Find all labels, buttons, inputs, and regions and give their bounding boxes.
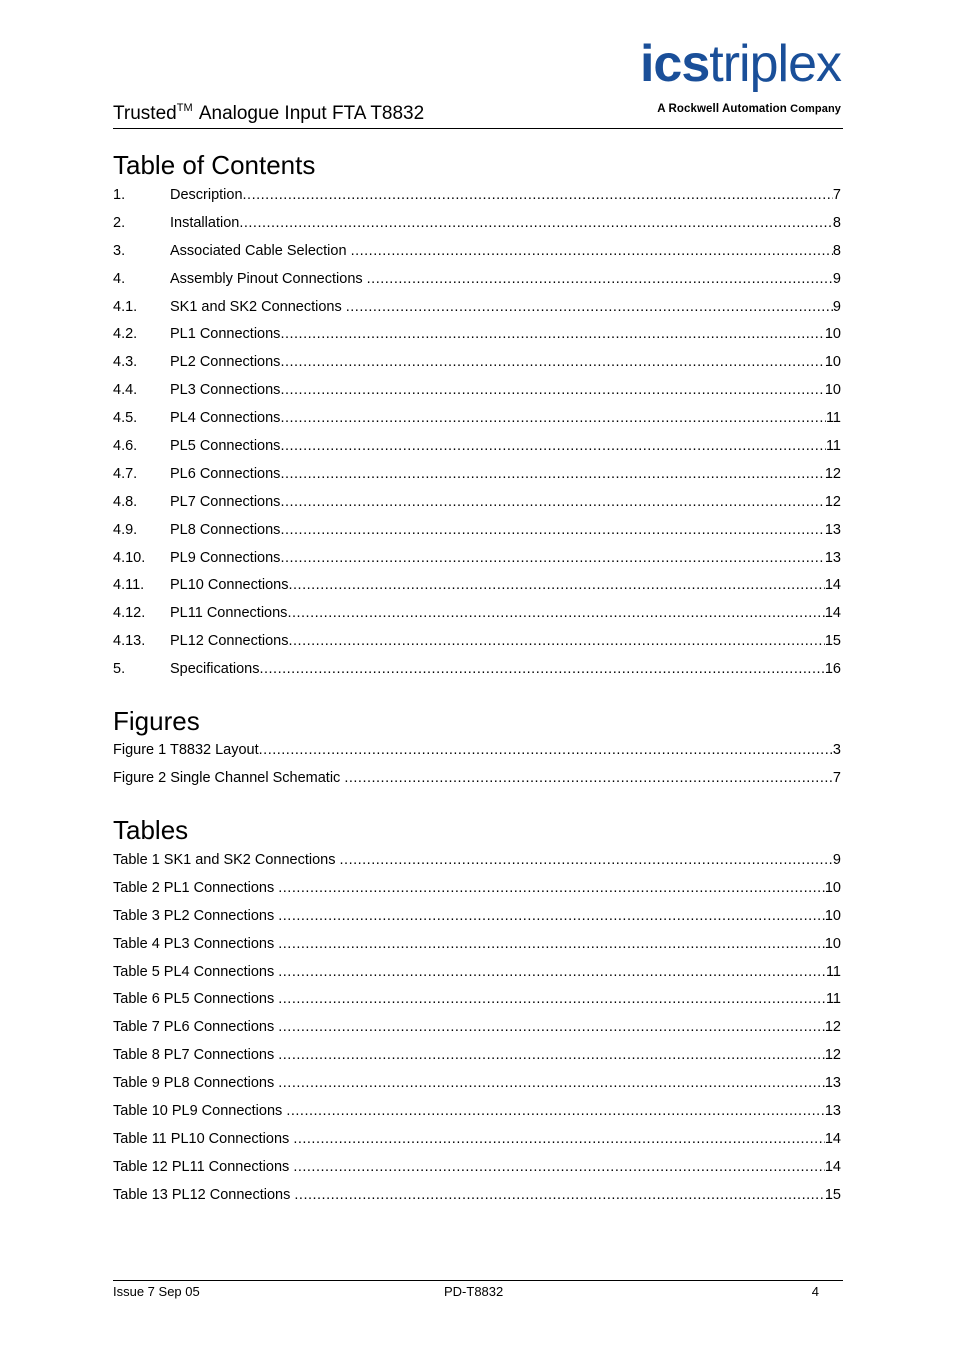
toc-entry-page: 10 [824,354,841,371]
toc-dot-leader [344,770,833,786]
toc-entry[interactable] [113,633,841,661]
toc-entry-title: PL8 Connections [170,521,281,538]
toc-dot-leader [289,633,825,649]
toc-dot-leader [280,550,824,566]
toc-entry-title: PL12 Connections [170,633,289,650]
toc-entry-title: Table 13 PL12 Connections [113,1186,295,1203]
ics-triplex-logo [611,35,843,120]
toc-entry-number: 4.1. [113,298,138,315]
toc-entry-page: 13 [824,1075,841,1092]
toc-entry-number: 4.7. [113,465,138,482]
logo-tagline-main: A Rockwell Automation [657,103,787,115]
toc-entry-page: 10 [824,382,841,399]
toc-entry-number: 4.12. [113,605,146,622]
toc-entry-title: Table 6 PL5 Connections [113,991,279,1008]
toc-entry-page: 8 [832,214,841,231]
page-header [113,35,843,129]
toc-dot-leader [278,991,826,1007]
toc-entry[interactable] [113,1159,841,1187]
toc-entry-title: Table 12 PL11 Connections [113,1158,294,1175]
toc-entry-page: 11 [825,410,841,427]
toc-entry-page: 12 [824,1019,841,1036]
toc-entry[interactable] [113,908,841,936]
toc-entry-page: 10 [824,879,841,896]
toc-entry-title: Table 2 PL1 Connections [113,879,279,896]
toc-entry-page: 15 [824,633,841,650]
logo-wordmark [640,34,841,94]
toc-entry-title: PL2 Connections [170,354,281,371]
toc-entry[interactable] [113,1019,841,1047]
toc-entry-title: PL5 Connections [170,438,281,455]
footer-doc-id: PD-T8832 [444,1284,504,1299]
toc-entry-page: 15 [824,1186,841,1203]
toc-entry-page: 8 [832,242,841,259]
toc-dot-leader [280,382,824,398]
toc-entry[interactable] [113,271,841,299]
toc-entry-title: Table 7 PL6 Connections [113,1019,279,1036]
toc-entry-title: Table 9 PL8 Connections [113,1075,279,1092]
toc-entry[interactable] [113,522,841,550]
toc-entry-number: 4.8. [113,493,138,510]
toc-entry-page: 14 [824,1130,841,1147]
toc-entry-title: PL4 Connections [170,410,281,427]
toc-entry-number: 4. [113,270,126,287]
toc-entry-page: 13 [824,521,841,538]
toc-entry-page: 14 [824,605,841,622]
toc-dot-leader [280,522,824,538]
toc-entry-page: 11 [825,991,841,1008]
toc-entry-number: 4.11. [113,577,145,594]
toc-dot-leader [278,880,825,896]
toc-dot-leader [346,299,833,315]
toc-entry[interactable] [113,991,841,1019]
logo-tagline-company: Company [790,103,841,115]
toc-entry[interactable] [113,964,841,992]
toc-entry-number: 4.2. [113,326,138,343]
toc-dot-leader [293,1131,825,1147]
toc-entry-page: 11 [825,963,841,980]
toc-entry-page: 16 [824,661,841,678]
toc-entry[interactable] [113,410,841,438]
tables-list [113,852,841,1215]
toc-entry-page: 14 [824,577,841,594]
toc-dot-leader [280,438,826,454]
toc-entry[interactable] [113,550,841,578]
toc-entry-title: Assembly Pinout Connections [170,270,367,287]
toc-entry-title: Figure 1 T8832 Layout [113,742,259,758]
toc-entry-title: Table 4 PL3 Connections [113,935,279,952]
toc-dot-leader [286,1103,825,1119]
toc-entry-page: 13 [824,549,841,566]
toc-entry[interactable] [113,770,841,798]
toc-entry-page: 3 [832,742,841,758]
toc-entry-page: 9 [832,270,841,287]
document-title [113,102,424,125]
toc-entry[interactable] [113,577,841,605]
toc-entry-page: 12 [824,493,841,510]
toc-entry-title: Table 3 PL2 Connections [113,907,279,924]
toc-entry-number: 5. [113,661,126,678]
toc-entry-title: PL10 Connections [170,577,289,594]
title-suffix: Analogue Input FTA T8832 [194,103,425,124]
toc-entry-title: PL1 Connections [170,326,281,343]
toc-dot-leader [289,577,825,593]
toc-entry[interactable] [113,494,841,522]
toc-dot-leader [367,271,833,287]
toc-dot-leader [278,908,825,924]
contents-list [113,187,841,689]
toc-dot-leader [259,742,833,758]
toc-dot-leader [278,964,826,980]
toc-entry[interactable] [113,1131,841,1159]
toc-entry-page: 10 [824,326,841,343]
toc-entry-page: 9 [832,298,841,315]
toc-entry-title: Table 8 PL7 Connections [113,1047,279,1064]
logo-bold-text: ics [639,35,710,93]
toc-entry[interactable] [113,1187,841,1215]
toc-dot-leader [280,410,826,426]
toc-dot-leader [294,1187,824,1203]
toc-dot-leader [280,354,824,370]
contents-heading: Table of Contents [113,150,316,180]
toc-entry-title: Figure 2 Single Channel Schematic [113,769,345,786]
figures-heading: Figures [113,706,200,736]
toc-dot-leader [280,326,824,342]
toc-entry-number: 4.10. [113,549,146,566]
toc-dot-leader [278,1019,825,1035]
toc-entry[interactable] [113,299,841,327]
toc-entry-number: 2. [113,214,126,231]
toc-entry-page: 14 [824,1158,841,1175]
toc-entry[interactable] [113,382,841,410]
toc-dot-leader [351,243,833,259]
footer-issue: Issue 7 Sep 05 [113,1284,200,1299]
toc-entry[interactable] [113,661,841,689]
toc-entry-number: 4.9. [113,521,138,538]
logo-tagline [657,103,841,115]
toc-entry[interactable] [113,936,841,964]
toc-entry[interactable] [113,354,841,382]
toc-entry-number: 4.3. [113,354,138,371]
logo-light-text: triplex [709,35,841,93]
toc-entry[interactable] [113,215,841,243]
toc-entry-page: 11 [825,438,841,455]
toc-dot-leader [278,1075,825,1091]
toc-entry-page: 7 [832,769,841,786]
toc-entry[interactable] [113,742,841,770]
toc-dot-leader [287,605,824,621]
toc-entry[interactable] [113,880,841,908]
toc-entry[interactable] [113,466,841,494]
toc-entry[interactable] [113,326,841,354]
toc-entry[interactable] [113,438,841,466]
toc-entry-number: 4.5. [113,410,138,427]
toc-dot-leader [280,466,824,482]
trademark-mark: TM [176,102,193,114]
toc-entry-number: 3. [113,242,126,259]
toc-dot-leader [340,852,833,868]
page-footer [113,1280,843,1299]
toc-entry-title: Table 10 PL9 Connections [113,1103,287,1120]
toc-entry[interactable] [113,1103,841,1131]
toc-entry-page: 12 [824,465,841,482]
toc-entry-page: 9 [832,852,841,868]
toc-entry-page: 10 [824,907,841,924]
toc-dot-leader [259,661,824,677]
toc-entry[interactable] [113,852,841,880]
toc-dot-leader [243,187,833,203]
toc-entry-number: 4.13. [113,633,146,650]
toc-entry-title: Installation [170,214,240,231]
toc-entry-title: PL3 Connections [170,382,281,399]
tables-heading: Tables [113,815,189,845]
toc-entry-title: PL7 Connections [170,493,281,510]
toc-entry-title: PL6 Connections [170,465,281,482]
toc-entry[interactable] [113,187,841,215]
toc-entry-number: 4.6. [113,438,138,455]
toc-entry-page: 12 [824,1047,841,1064]
toc-dot-leader [278,936,825,952]
toc-entry[interactable] [113,1047,841,1075]
toc-entry-title: Table 5 PL4 Connections [113,963,279,980]
toc-entry-page: 10 [824,935,841,952]
toc-entry-title: PL9 Connections [170,549,281,566]
figures-list [113,742,841,798]
toc-entry-page: 13 [824,1103,841,1120]
toc-entry[interactable] [113,243,841,271]
toc-entry-number: 4.4. [113,382,138,399]
toc-entry-title: Specifications [170,661,260,678]
toc-entry-title: SK1 and SK2 Connections [170,298,346,315]
toc-entry-number: 1. [113,187,126,203]
toc-entry-title: Description [170,187,243,203]
toc-dot-leader [278,1047,825,1063]
footer-page-number: 4 [811,1284,819,1299]
toc-dot-leader [239,215,833,231]
toc-entry-page: 7 [832,187,841,203]
title-prefix: Trusted [113,103,177,124]
toc-entry[interactable] [113,1075,841,1103]
toc-entry-title: Associated Cable Selection [170,242,351,259]
toc-entry-title: Table 1 SK1 and SK2 Connections [113,852,340,868]
toc-dot-leader [280,494,824,510]
toc-dot-leader [293,1159,825,1175]
toc-entry-title: Table 11 PL10 Connections [113,1130,294,1147]
toc-entry[interactable] [113,605,841,633]
toc-entry-title: PL11 Connections [170,605,288,622]
